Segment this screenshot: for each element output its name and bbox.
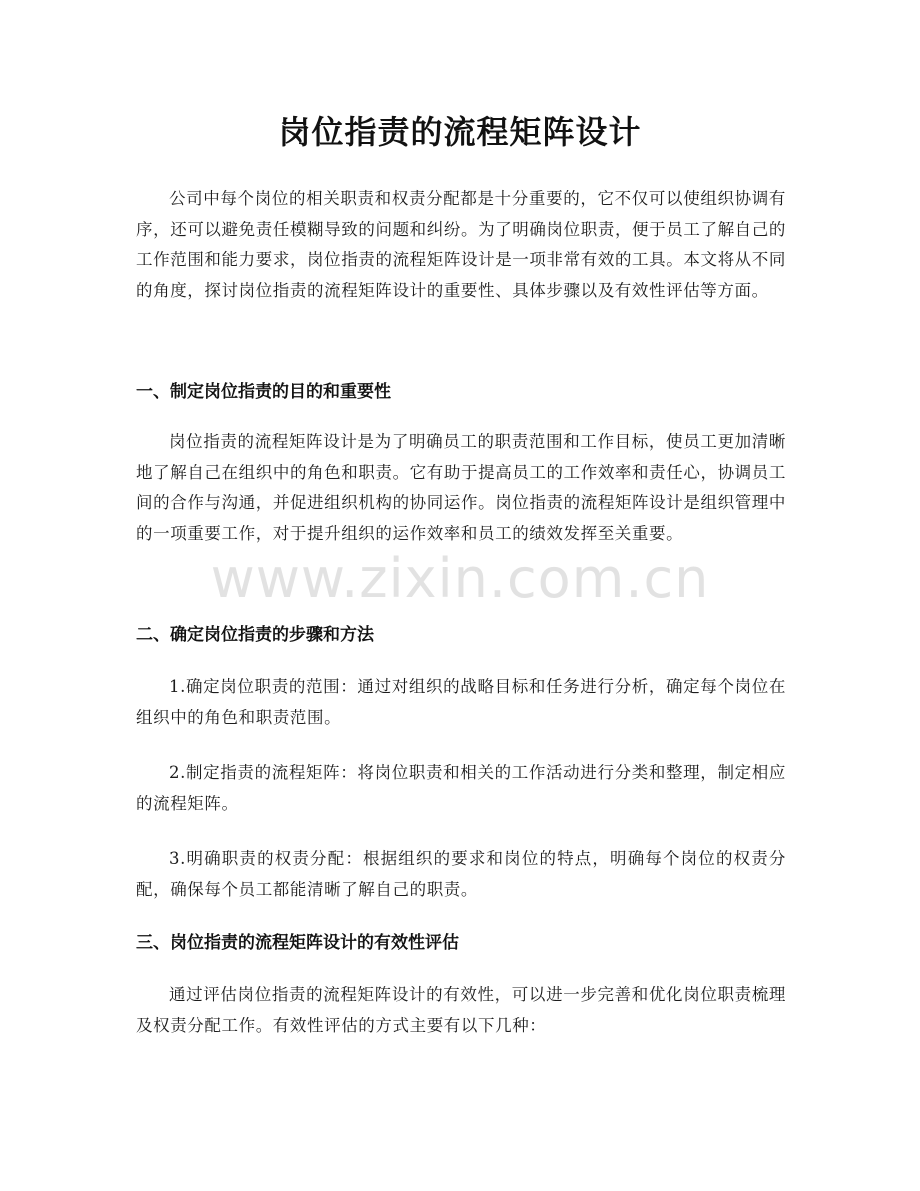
section-3-paragraph: 通过评估岗位指责的流程矩阵设计的有效性，可以进一步完善和优化岗位职责梳理及权责分配工作。有效性评估的方式主要有以下几种： — [136, 985, 786, 1035]
section-2-step-3: 3.明确职责的权责分配：根据组织的要求和岗位的特点，明确每个岗位的权责分配，确保每个员工都能清晰了解自己的职责。 — [136, 849, 786, 899]
section-2-step-2: 2.制定指责的流程矩阵：将岗位职责和相关的工作活动进行分类和整理，制定相应的流程矩阵。 — [136, 763, 786, 813]
watermark-text: www.zixin.com.cn — [210, 547, 710, 610]
document-title: 岗位指责的流程矩阵设计 — [278, 113, 642, 151]
section-1-paragraph: 岗位指责的流程矩阵设计是为了明确员工的职责范围和工作目标，使员工更加清晰地了解自己在组织中的角色和职责。它有助于提高员工的工作效率和责任心，协调员工间的合作与沟通，并促进组织机构的协同运作。岗位指责的流程矩阵设计是组织管理中的一项重要工作，对于提升组织的运作效率和员工的绩效发挥至关重要。 — [136, 432, 786, 543]
section-2-heading: 二、确定岗位指责的步骤和方法 — [136, 625, 374, 645]
section-1-heading: 一、制定岗位指责的目的和重要性 — [136, 382, 391, 402]
section-3-heading: 三、岗位指责的流程矩阵设计的有效性评估 — [136, 933, 459, 953]
intro-paragraph: 公司中每个岗位的相关职责和权责分配都是十分重要的，它不仅可以使组织协调有序，还可以避免责任模糊导致的问题和纠纷。为了明确岗位职责，便于员工了解自己的工作范围和能力要求，岗位指责的流程矩阵设计是一项非常有效的工具。本文将从不同的角度，探讨岗位指责的流程矩阵设计的重要性、具体步骤以及有效性评估等方面。 — [136, 189, 786, 300]
section-2-step-1: 1.确定岗位职责的范围：通过对组织的战略目标和任务进行分析，确定每个岗位在组织中的角色和职责范围。 — [136, 677, 786, 727]
